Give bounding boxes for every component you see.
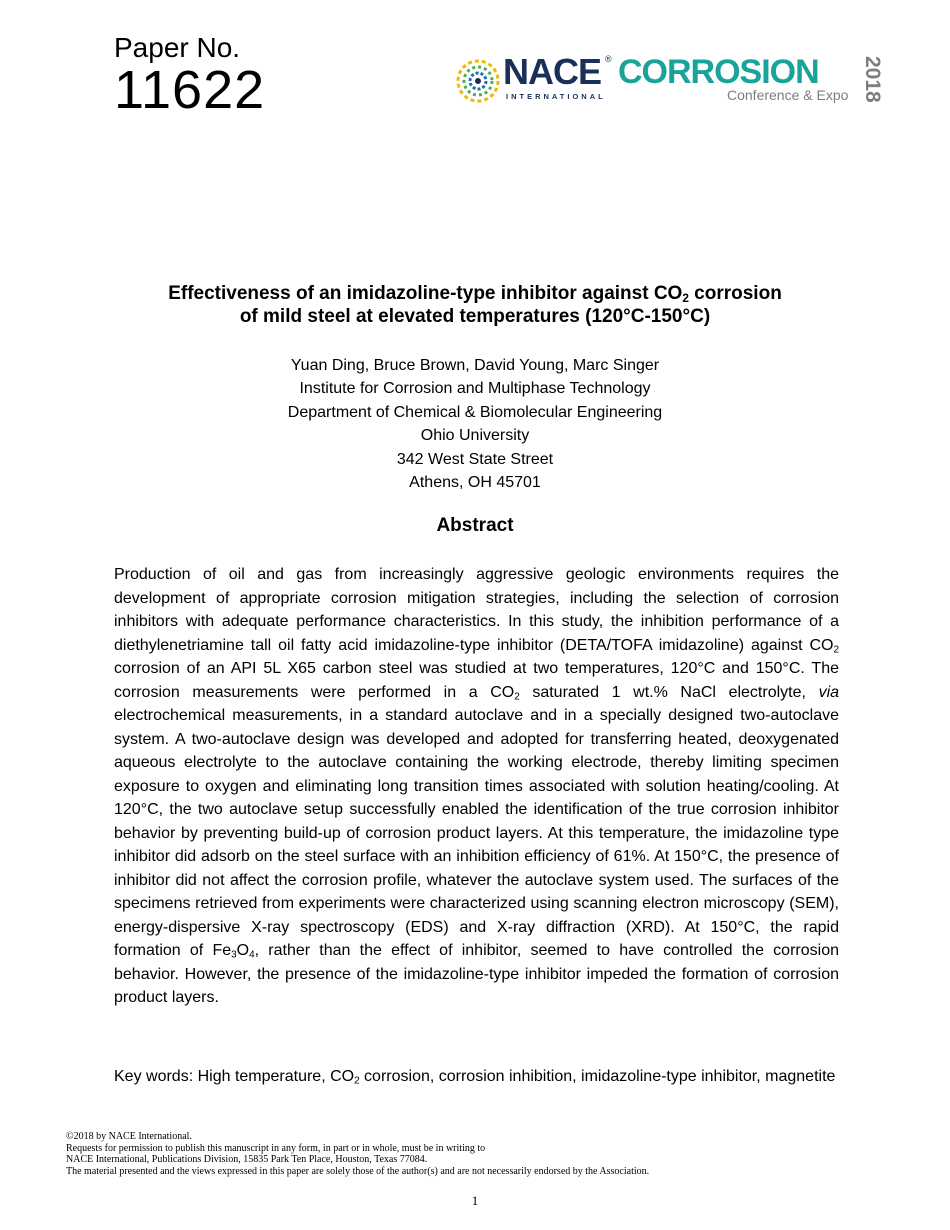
title-line-2: of mild steel at elevated temperatures (120°C-150°C) bbox=[239, 306, 711, 327]
nace-registered-mark: ® bbox=[605, 54, 612, 64]
paper-title bbox=[60, 282, 890, 328]
paper-label: Paper No. bbox=[114, 32, 241, 63]
nace-globe-icon bbox=[455, 58, 501, 104]
author-city: Athens, OH 45701 bbox=[409, 474, 541, 492]
nace-corrosion-logo bbox=[455, 52, 895, 112]
author-department: Department of Chemical & Biomolecular Engineering bbox=[287, 403, 663, 421]
nace-text: NACE bbox=[503, 51, 602, 92]
abstract-body: Production of oil and gas from increasingly aggressive geologic environments requires the development of appropriate corrosion mitigation strategies, including the selection of corrosion inhibitors with adequate performance characteristics. In this study, the inhibition performance of a diethylenetriamine tall oil fatty acid imidazoline-type inhibitor (DETA/TOFA imidazoline) against $CO_2$ corrosion of an API 5L X65 carbon steel was studied at two temperatures, 120°C and 150°C. The corrosion measurements were performed in a $CO_2$ saturated 1 wt.% NaCl electrolyte, via electrochemical measurements, in a standard autoclave and in a specially designed two-autoclave system. A two-autoclave design was developed and adopted for transferring heated, deoxygenated aqueous electrolyte to the autoclave containing the working electrode, thereby limiting specimen exposure to oxygen and eliminating long transition times associated with solution heating/cooling. At 120°C, the two autoclave setup successfully enabled the identification of the true corrosion inhibitor behavior by preventing build-up of corrosion product layers. At this temperature, the imidazoline type inhibitor did adsorb on the steel surface with an inhibition efficiency of 61%. At 150°C, the presence of inhibitor did not affect the corrosion profile, whatever the autoclave system used. The surfaces of the specimens retrieved from experiments were characterized using scanning electron microscopy (SEM), energy-dispersive X-ray spectroscopy (EDS) and X-ray diffraction (XRD). At 150°C, the rapid formation of $Fe_3O_4$, rather than the effect of inhibitor, seemed to have controlled the corrosion behavior. However, the presence of the imidazoline-type inhibitor impeded the formation of corrosion product layers. bbox=[114, 566, 840, 1006]
author-university: Ohio University bbox=[420, 427, 530, 445]
nace-international-text: INTERNATIONAL bbox=[506, 92, 606, 101]
author-block bbox=[60, 354, 890, 494]
copyright-footer bbox=[66, 1131, 886, 1177]
abstract-heading: Abstract bbox=[436, 515, 514, 536]
paper-number: 11622 bbox=[114, 60, 266, 120]
footer-line-1: ©2018 by NACE International. bbox=[66, 1131, 192, 1142]
footer-line-4: The material presented and the views expressed in this paper are solely those of the author(s) and are not necessarily endorsed by the Association. bbox=[66, 1165, 650, 1177]
author-names: Yuan Ding, Bruce Brown, David Young, Marc Singer bbox=[290, 357, 660, 374]
keywords: Key words: High temperature, $CO_2$ corrosion, corrosion inhibition, imidazoline-type inhibitor, magnetite bbox=[114, 1068, 836, 1087]
year-badge bbox=[859, 52, 885, 110]
footer-line-3: NACE International, Publications Division, 15835 Park Ten Place, Houston, Texas 77084. bbox=[66, 1154, 428, 1165]
author-institute: Institute for Corrosion and Multiphase Technology bbox=[299, 380, 651, 398]
author-street: 342 West State Street bbox=[396, 450, 554, 468]
corrosion-text: CORROSION bbox=[618, 53, 819, 91]
footer-line-2: Requests for permission to publish this manuscript in any form, in part or in whole, must be in writing to bbox=[66, 1142, 486, 1154]
title-line-1: Effectiveness of an imidazoline-type inhibitor against $CO_2$ corrosion bbox=[168, 283, 782, 305]
conference-expo-text: Conference & Expo bbox=[727, 87, 849, 103]
year-text: 2018 bbox=[861, 56, 884, 103]
page-number: 1 bbox=[471, 1193, 479, 1208]
paper-number-block bbox=[114, 32, 266, 120]
